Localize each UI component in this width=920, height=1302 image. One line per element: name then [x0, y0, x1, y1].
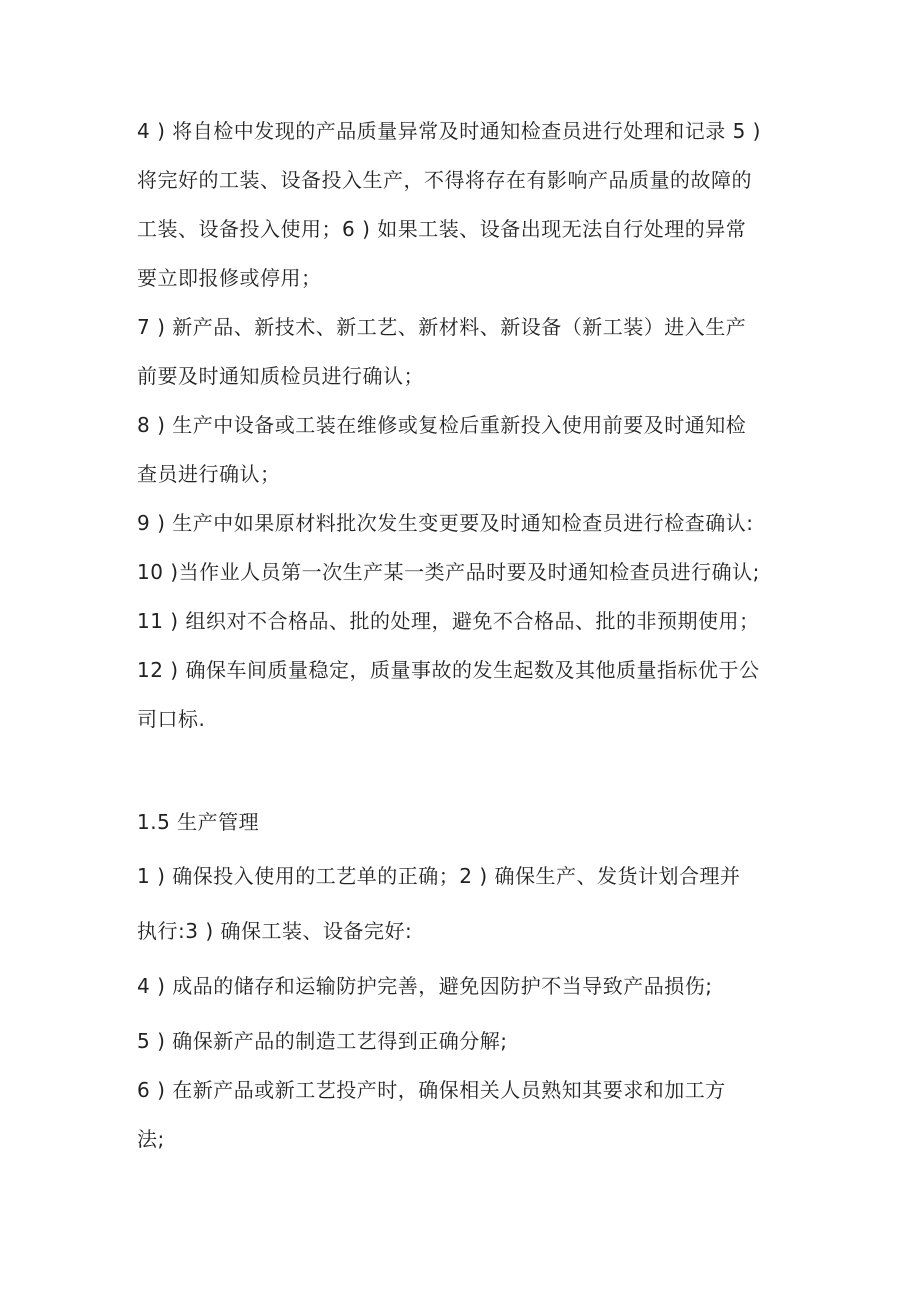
text-line: 5 ) 确保新产品的制造工艺得到正确分解; — [137, 1029, 508, 1053]
text-line: 要立即报修或停用； — [137, 266, 322, 290]
text-line: 工装、设备投入使用；6 ) 如果工装、设备出现无法自行处理的异常 — [137, 217, 747, 241]
text-line: 将完好的工装、设备投入生产，不得将存在有影响产品质量的故障的 — [137, 168, 752, 192]
text-line: 司口标. — [137, 707, 206, 731]
text-line: 法; — [137, 1127, 165, 1151]
text-line: 8 ) 生产中设备或工装在维修或复检后重新投入使用前要及时通知检 — [137, 413, 747, 437]
text-line: 12 ) 确保车间质量稳定，质量事故的发生起数及其他质量指标优于公 — [137, 658, 760, 682]
text-line: 10 )当作业人员第一次生产某一类产品时要及时通知检查员进行确认; — [137, 560, 760, 584]
text-line: 前要及时通知质检员进行确认； — [137, 364, 424, 388]
text-line: 查员进行确认； — [137, 462, 281, 486]
text-line: 4 ) 成品的储存和运输防护完善，避免因防护不当导致产品损伤; — [137, 974, 713, 998]
text-line: 11 ) 组织对不合格品、批的处理，避免不合格品、批的非预期使用； — [137, 609, 760, 633]
text-line: 1 ) 确保投入使用的工艺单的正确；2 ) 确保生产、发货计划合理并 — [137, 864, 741, 888]
text-line: 6 ) 在新产品或新工艺投产时，确保相关人员熟知其要求和加工方 — [137, 1078, 726, 1102]
text-line: 执行:3 ) 确保工装、设备完好: — [137, 919, 413, 943]
text-line: 7 ) 新产品、新技术、新工艺、新材料、新设备（新工装）进入生产 — [137, 315, 747, 339]
text-line: 9 ) 生产中如果原材料批次发生变更要及时通知检查员进行检查确认: — [137, 511, 754, 535]
section-heading: 1.5 生产管理 — [137, 810, 260, 834]
text-line: 4 ) 将自检中发现的产品质量异常及时通知检查员进行处理和记录 5 ) — [137, 119, 761, 143]
